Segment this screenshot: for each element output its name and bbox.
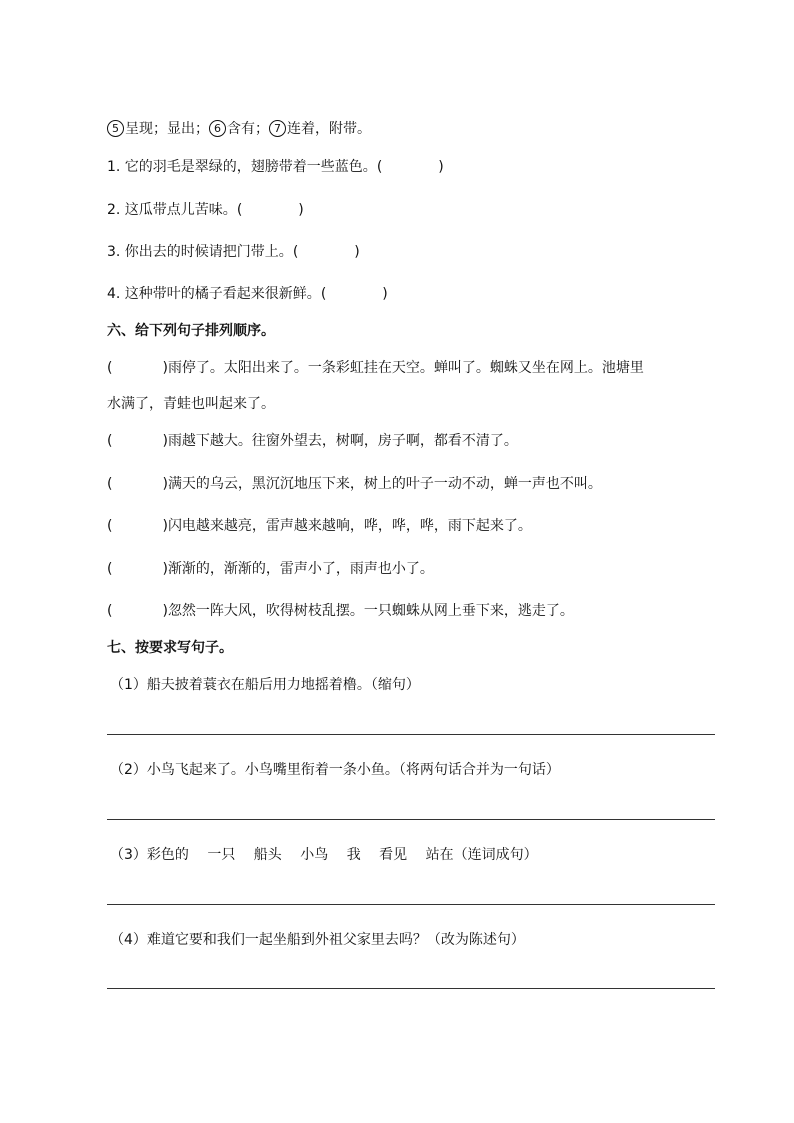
meaning-7-text: 连着，附带。	[287, 121, 371, 137]
order-bracket-open: (	[107, 518, 113, 534]
order-bracket-close: )	[162, 433, 168, 449]
q5-item-text: 2. 这瓜带点儿苦味。	[107, 202, 237, 218]
order-item-text: 闪电越来越亮，雷声越来越响，哗，哗，哗，雨下起来了。	[167, 518, 532, 534]
order-item-text: 渐渐的，渐渐的，雷声小了，雨声也小了。	[167, 561, 434, 577]
order-bracket-open: (	[107, 603, 113, 619]
order-item-text: 雨停了。太阳出来了。一条彩虹挂在天空。蝉叫了。蜘蛛又坐在网上。池塘里	[167, 360, 644, 376]
rewrite-item-2: （2）小鸟飞起来了。小鸟嘴里衔着一条小鱼。（将两句话合并为一句话）	[110, 762, 560, 778]
order-bracket-close: )	[162, 476, 168, 492]
rewrite-item-4: （4）难道它要和我们一起坐船到外祖父家里去吗？（改为陈述句）	[110, 932, 525, 948]
q5-item-2	[107, 200, 717, 220]
rewrite-item-1: （1）船夫披着蓑衣在船后用力地摇着橹。（缩句）	[110, 677, 420, 693]
section-6-title: 六、给下列句子排列顺序。	[107, 323, 275, 339]
q5-item-1	[107, 157, 717, 177]
circled-number-6: 6	[209, 120, 226, 137]
order-bracket-open: (	[107, 561, 113, 577]
order-item-2	[107, 431, 717, 451]
meaning-5-text: 呈现；显出；	[125, 121, 209, 137]
q5-item-4	[107, 284, 717, 304]
rewrite-item-3: （3）彩色的 一只 船头 小鸟 我 看见 站在（连词成句）	[110, 847, 538, 863]
order-item-5	[107, 559, 717, 579]
answer-line[interactable]	[107, 819, 715, 820]
order-item-1-continuation: 水满了，青蛙也叫起来了。	[107, 396, 275, 412]
order-item-text: 满天的乌云，黑沉沉地压下来，树上的叶子一动不动，蝉一声也不叫。	[167, 476, 602, 492]
q5-bracket-close: )	[354, 244, 360, 260]
circled-number-7: 7	[269, 120, 286, 137]
order-item-3	[107, 474, 717, 494]
q5-bracket-close: )	[382, 286, 388, 302]
q5-item-3	[107, 242, 717, 262]
section-7-title: 七、按要求写句子。	[107, 640, 233, 656]
order-bracket-open: (	[107, 360, 113, 376]
q5-item-text: 3. 你出去的时候请把门带上。	[107, 244, 293, 260]
order-bracket-open: (	[107, 476, 113, 492]
order-bracket-close: )	[162, 360, 168, 376]
order-item-text: 雨越下越大。往窗外望去，树啊，房子啊，都看不清了。	[167, 433, 518, 449]
q5-bracket-open: (	[292, 244, 299, 260]
order-bracket-close: )	[162, 603, 168, 619]
answer-line[interactable]	[107, 904, 715, 905]
meaning-6-text: 含有；	[227, 121, 269, 137]
q5-bracket-open: (	[376, 159, 383, 175]
order-item-1	[107, 358, 717, 378]
meanings-line	[107, 119, 717, 139]
q5-bracket-open: (	[320, 286, 327, 302]
order-item-text: 忽然一阵大风，吹得树枝乱摆。一只蜘蛛从网上垂下来，逃走了。	[167, 603, 574, 619]
order-item-6	[107, 601, 717, 621]
answer-line[interactable]	[107, 988, 715, 989]
order-bracket-open: (	[107, 433, 113, 449]
order-item-4	[107, 516, 717, 536]
q5-bracket-open: (	[236, 202, 243, 218]
q5-item-text: 1. 它的羽毛是翠绿的，翅膀带着一些蓝色。	[107, 159, 377, 175]
circled-number-5: 5	[107, 120, 124, 137]
order-bracket-close: )	[162, 561, 168, 577]
answer-line[interactable]	[107, 734, 715, 735]
q5-bracket-close: )	[298, 202, 304, 218]
order-bracket-close: )	[162, 518, 168, 534]
q5-bracket-close: )	[438, 159, 444, 175]
q5-item-text: 4. 这种带叶的橘子看起来很新鲜。	[107, 286, 321, 302]
